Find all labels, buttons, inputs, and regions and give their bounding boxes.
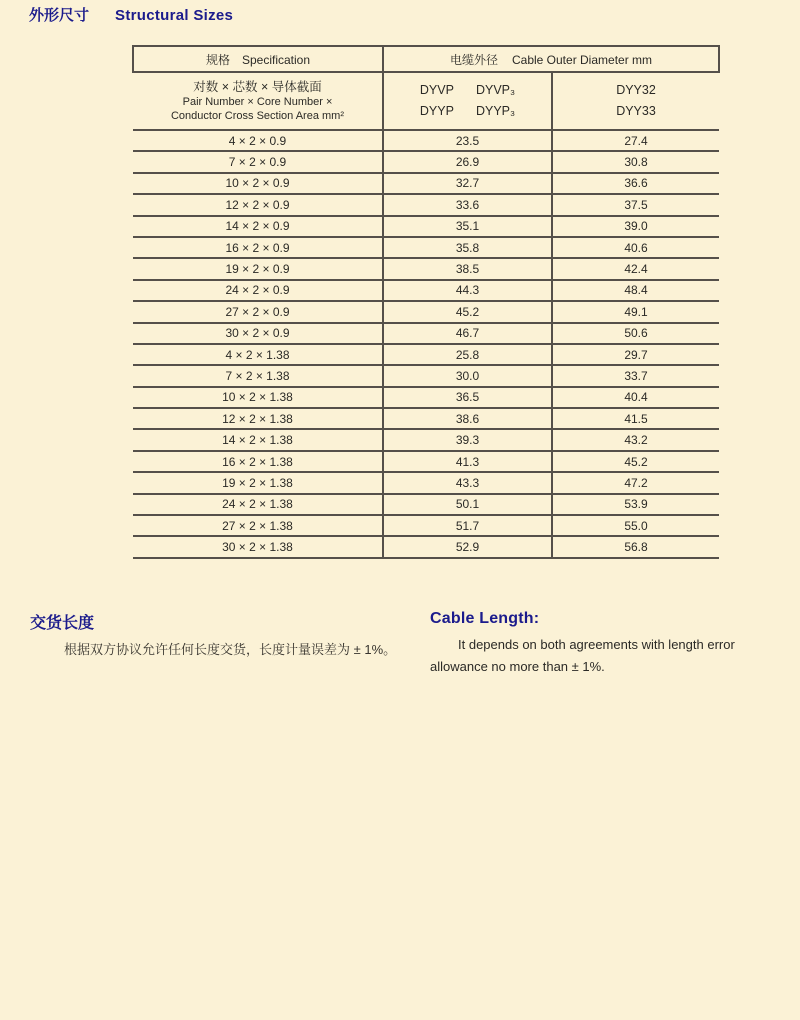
spec-cell: 19 × 2 × 0.9 bbox=[133, 258, 383, 279]
dyvp-dyyp-diameter-cell: 45.2 bbox=[383, 301, 552, 322]
dyvp-dyyp-diameter-cell: 44.3 bbox=[383, 280, 552, 301]
type-dyvp3: DYVP₃ bbox=[475, 83, 516, 97]
spec-cell: 14 × 2 × 1.38 bbox=[133, 429, 383, 450]
table-header-row-2 bbox=[133, 72, 719, 130]
dyy32-dyy33-diameter-cell: 56.8 bbox=[624, 540, 648, 555]
table-row bbox=[133, 515, 719, 536]
spec-cell: 16 × 2 × 0.9 bbox=[133, 237, 383, 258]
dyvp-dyyp-diameter-cell: 35.8 bbox=[383, 237, 552, 258]
table-row bbox=[133, 344, 719, 365]
dyy32-dyy33-diameter-cell: 42.4 bbox=[624, 262, 648, 277]
dyy32-dyy33-diameter-cell: 37.5 bbox=[624, 197, 648, 212]
cable-length-note-zh bbox=[30, 610, 400, 660]
page-title bbox=[29, 4, 233, 25]
dyvp-dyyp-diameter-cell: 32.7 bbox=[383, 173, 552, 194]
dyvp-dyyp-diameter-cell: 52.9 bbox=[383, 536, 552, 557]
table-row bbox=[133, 408, 719, 429]
page-title-zh: 外形尺寸 bbox=[29, 7, 90, 24]
spec-cell: 24 × 2 × 1.38 bbox=[133, 494, 383, 515]
spec-cell: 12 × 2 × 0.9 bbox=[133, 194, 383, 215]
dyvp-dyyp-diameter-cell: 43.3 bbox=[383, 472, 552, 493]
table-row bbox=[133, 429, 719, 450]
spec-cell: 19 × 2 × 1.38 bbox=[133, 472, 383, 493]
table-row bbox=[133, 237, 719, 258]
table-row bbox=[133, 280, 719, 301]
spec-cell: 30 × 2 × 0.9 bbox=[133, 323, 383, 344]
dyvp-dyyp-diameter-cell: 46.7 bbox=[383, 323, 552, 344]
table-row bbox=[133, 451, 719, 472]
dyy32-dyy33-diameter-cell: 36.6 bbox=[624, 176, 648, 191]
header-dyy32-dyy33-types bbox=[552, 72, 719, 130]
dyy32-dyy33-diameter-cell: 53.9 bbox=[624, 497, 648, 512]
header-pair-core-section-en-1: Pair Number × Core Number × bbox=[182, 95, 333, 108]
spec-cell: 24 × 2 × 0.9 bbox=[133, 280, 383, 301]
spec-cell: 4 × 2 × 0.9 bbox=[133, 130, 383, 151]
cable-length-heading-en: Cable Length: bbox=[430, 610, 540, 627]
header-pair-core-section-zh: 对数 × 芯数 × 导体截面 bbox=[193, 79, 322, 94]
table-row bbox=[133, 387, 719, 408]
dyy32-dyy33-diameter-cell: 27.4 bbox=[624, 133, 648, 148]
spec-cell: 7 × 2 × 0.9 bbox=[133, 151, 383, 172]
table-row bbox=[133, 151, 719, 172]
header-pair-core-section bbox=[133, 72, 383, 130]
spec-cell: 16 × 2 × 1.38 bbox=[133, 451, 383, 472]
type-dyvp: DYVP bbox=[419, 83, 454, 97]
dyy32-dyy33-diameter-cell: 40.6 bbox=[624, 240, 648, 255]
dyvp-dyyp-diameter-cell: 39.3 bbox=[383, 429, 552, 450]
dyvp-dyyp-diameter-cell: 26.9 bbox=[383, 151, 552, 172]
dyy32-dyy33-diameter-cell: 48.4 bbox=[624, 283, 648, 298]
dyy32-dyy33-diameter-cell: 43.2 bbox=[624, 433, 648, 448]
table-row bbox=[133, 536, 719, 557]
dyvp-dyyp-diameter-cell: 51.7 bbox=[383, 515, 552, 536]
header-pair-core-section-en-2: Conductor Cross Section Area mm² bbox=[170, 110, 344, 122]
page-title-en: Structural Sizes bbox=[115, 7, 234, 24]
table-row bbox=[133, 301, 719, 322]
dyvp-dyyp-diameter-cell: 33.6 bbox=[383, 194, 552, 215]
table-row bbox=[133, 258, 719, 279]
header-specification-zh: 规格 bbox=[205, 52, 230, 67]
dyvp-dyyp-diameter-cell: 50.1 bbox=[383, 494, 552, 515]
type-dyy33: DYY33 bbox=[616, 104, 656, 118]
table-body bbox=[133, 130, 719, 558]
dyy32-dyy33-diameter-cell: 39.0 bbox=[624, 219, 648, 234]
spec-cell: 10 × 2 × 0.9 bbox=[133, 173, 383, 194]
type-dyyp3: DYYP₃ bbox=[475, 104, 516, 118]
dyvp-dyyp-diameter-cell: 36.5 bbox=[383, 387, 552, 408]
type-dyyp: DYYP bbox=[419, 104, 454, 118]
cable-length-body-en: It depends on both agreements with length error allowance no more than ± 1%. bbox=[430, 637, 735, 674]
table-row bbox=[133, 194, 719, 215]
header-specification bbox=[133, 46, 383, 72]
spec-cell: 7 × 2 × 1.38 bbox=[133, 365, 383, 386]
cable-length-body-zh: 根据双方协议允许任何长度交货，长度计量误差为 ± 1%。 bbox=[64, 642, 397, 657]
cable-length-heading-zh: 交货长度 bbox=[30, 615, 95, 632]
spec-cell: 27 × 2 × 1.38 bbox=[133, 515, 383, 536]
dyvp-dyyp-diameter-cell: 41.3 bbox=[383, 451, 552, 472]
dyy32-dyy33-diameter-cell: 29.7 bbox=[624, 347, 648, 362]
dyvp-dyyp-diameter-cell: 35.1 bbox=[383, 216, 552, 237]
table-row bbox=[133, 472, 719, 493]
table-row bbox=[133, 216, 719, 237]
header-diameter-zh: 电缆外径 bbox=[449, 52, 498, 67]
spec-cell: 30 × 2 × 1.38 bbox=[133, 536, 383, 557]
type-line-dyyp bbox=[384, 101, 551, 122]
spec-cell: 10 × 2 × 1.38 bbox=[133, 387, 383, 408]
dyy32-dyy33-diameter-cell: 47.2 bbox=[624, 475, 648, 490]
structural-sizes-table bbox=[132, 45, 720, 559]
header-dyvp-dyyp-types bbox=[383, 72, 552, 130]
dyy32-dyy33-diameter-cell: 33.7 bbox=[624, 368, 648, 383]
table-row bbox=[133, 130, 719, 151]
table-row bbox=[133, 365, 719, 386]
header-diameter-en: Cable Outer Diameter mm bbox=[511, 52, 653, 67]
dyy32-dyy33-diameter-cell: 30.8 bbox=[624, 155, 648, 170]
header-specification-en: Specification bbox=[241, 52, 311, 67]
spec-cell: 14 × 2 × 0.9 bbox=[133, 216, 383, 237]
type-dyy32: DYY32 bbox=[616, 83, 656, 97]
dyy32-dyy33-diameter-cell: 40.4 bbox=[624, 390, 648, 405]
table-header-row-1 bbox=[133, 46, 719, 72]
type-line-dyvp bbox=[384, 80, 551, 101]
dyvp-dyyp-diameter-cell: 23.5 bbox=[383, 130, 552, 151]
dyvp-dyyp-diameter-cell: 25.8 bbox=[383, 344, 552, 365]
table-row bbox=[133, 494, 719, 515]
dyvp-dyyp-diameter-cell: 38.6 bbox=[383, 408, 552, 429]
header-cable-outer-diameter bbox=[383, 46, 719, 72]
dyy32-dyy33-diameter-cell: 45.2 bbox=[624, 454, 648, 469]
cable-length-note-en bbox=[430, 610, 792, 678]
table-row bbox=[133, 173, 719, 194]
dyvp-dyyp-diameter-cell: 38.5 bbox=[383, 258, 552, 279]
spec-cell: 4 × 2 × 1.38 bbox=[133, 344, 383, 365]
dyy32-dyy33-diameter-cell: 41.5 bbox=[624, 411, 648, 426]
spec-cell: 12 × 2 × 1.38 bbox=[133, 408, 383, 429]
dyy32-dyy33-diameter-cell: 55.0 bbox=[624, 518, 648, 533]
dyvp-dyyp-diameter-cell: 30.0 bbox=[383, 365, 552, 386]
dyy32-dyy33-diameter-cell: 50.6 bbox=[624, 326, 648, 341]
table-row bbox=[133, 323, 719, 344]
spec-cell: 27 × 2 × 0.9 bbox=[133, 301, 383, 322]
dyy32-dyy33-diameter-cell: 49.1 bbox=[624, 304, 648, 319]
